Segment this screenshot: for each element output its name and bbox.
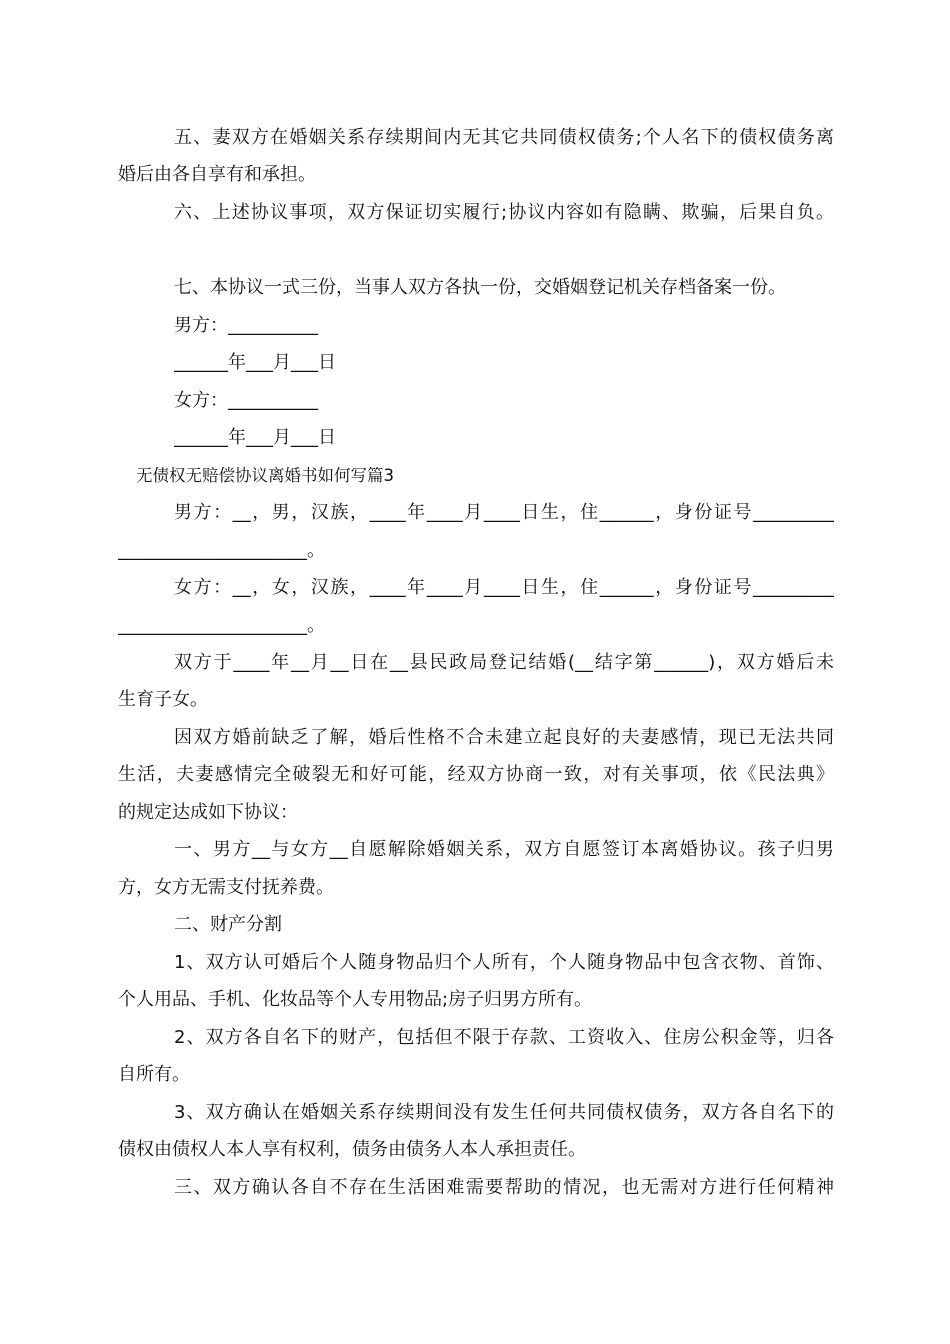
signature-line: 男方：__________ [174,315,318,336]
date-line: ______年___月___日 [174,427,336,448]
text-line: 五、妻双方在婚姻关系存续期间内无其它共同债权债务;个人名下的债权债务离 [174,127,834,148]
text-line: 的规定达成如下协议： [118,802,298,823]
text-line: 一、男方__与女方__自愿解除婚姻关系，双方自愿签订本离婚协议。孩子归男 [174,839,834,860]
text-line: 七、本协议一式三份，当事人双方各执一份，交婚姻登记机关存档备案一份。 [174,277,786,298]
text-line: 生育子女。 [118,689,208,710]
text-line: 3、双方确认在婚姻关系存续期间没有发生任何共同债权债务，双方各自名下的 [174,1102,834,1123]
text-line: 因双方婚前缺乏了解，婚后性格不合未建立起良好的夫妻感情，现已无法共同 [174,727,834,748]
text-line: 三、双方确认各自不存在生活困难需要帮助的情况，也无需对方进行任何精神 [174,1177,834,1198]
text-line: 个人用品、手机、化妆品等个人专用物品;房子归男方所有。 [118,989,593,1010]
signature-line: 女方：__________ [174,390,318,411]
text-line: 方，女方无需支付抚养费。 [118,877,334,898]
text-line: 婚后由各自享有和承担。 [118,164,316,185]
text-line: 1、双方认可婚后个人随身物品归个人所有，个人随身物品中包含衣物、首饰、 [174,952,834,973]
text-line: _____________________。 [118,615,325,636]
text-line: 二、财产分割 [174,914,282,935]
text-line: 2、双方各自名下的财产，包括但不限于存款、工资收入、住房公积金等，归各 [174,1027,834,1048]
text-line: 男方：__，男，汉族，____年____月____日生，住______，身份证号_________ [174,502,834,523]
text-line: 六、上述协议事项，双方保证切实履行;协议内容如有隐瞒、欺骗，后果自负。 [174,202,834,223]
text-line: 自所有。 [118,1064,190,1085]
text-line: 债权由债权人本人享有权利，债务由债务人本人承担责任。 [118,1139,586,1160]
text-line: 女方：__，女，汉族，____年____月____日生，住______，身份证号_________ [174,577,834,598]
section-heading: 无债权无赔偿协议离婚书如何写篇3 [136,466,394,485]
text-line: _____________________。 [118,540,325,561]
text-line: 双方于____年__月__日在__县民政局登记结婚(__结字第______)，双方婚后未 [174,652,834,673]
text-line: 生活，夫妻感情完全破裂无和好可能，经双方协商一致，对有关事项，依《民法典》 [118,764,834,785]
date-line: ______年___月___日 [174,352,336,373]
